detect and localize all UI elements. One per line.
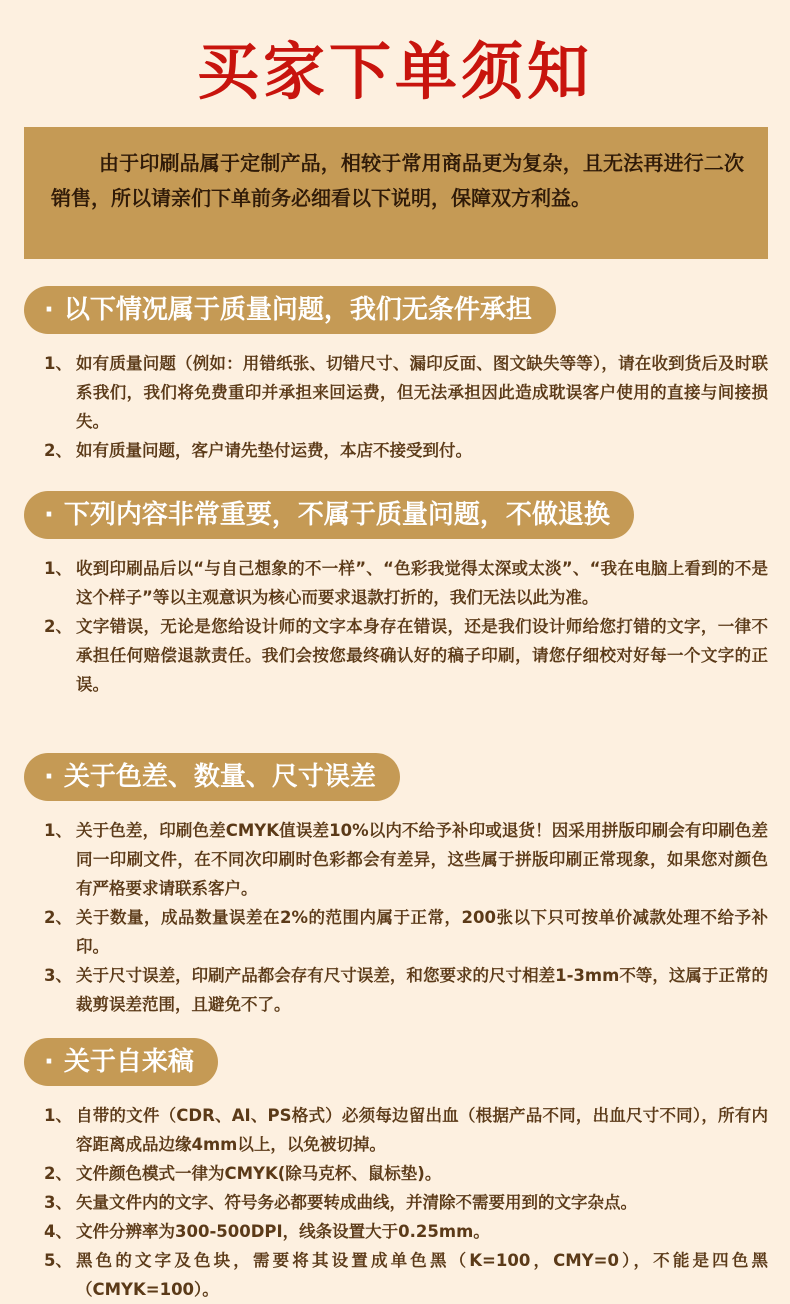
item-text: 收到印刷品后以“与自己想象的不一样”、“色彩我觉得太深或太淡”、“我在电脑上看到的不是这个样子”等以主观意识为核心而要求退款打折的，我们无法以此为准。: [76, 559, 768, 607]
item-text: 关于尺寸误差，印刷产品都会存有尺寸误差，和您要求的尺寸相差1-3mm不等，这属于正常的裁剪误差范围，且避免不了。: [76, 966, 768, 1014]
bullet-dot-icon: ·: [44, 1047, 54, 1077]
list-item: [44, 612, 768, 699]
list-item: [44, 1217, 768, 1246]
item-list: [24, 554, 768, 699]
item-text: 关于色差，印刷色差CMYK值误差10%以内不给予补印或退货！因采用拼版印刷会有印刷色差同一印刷文件，在不同次印刷时色彩都会有差异，这些属于拼版印刷正常现象，如果您对颜色有严格要求请联系客户。: [76, 821, 768, 898]
list-item: [44, 1246, 768, 1304]
item-text: 黑色的文字及色块，需要将其设置成单色黑（K=100，CMY=0），不能是四色黑（CMYK=100）。: [76, 1251, 768, 1299]
section-heading: [24, 491, 634, 539]
list-item: [44, 903, 768, 961]
bullet-dot-icon: ·: [44, 500, 54, 530]
item-list: [24, 349, 768, 465]
item-number: 3、: [44, 1193, 72, 1212]
item-text: 如有质量问题（例如：用错纸张、切错尺寸、漏印反面、图文缺失等等），请在收到货后及时联系我们，我们将免费重印并承担来回运费，但无法承担因此造成耽误客户使用的直接与间接损失。: [76, 354, 768, 431]
item-text: 矢量文件内的文字、符号务必都要转成曲线，并清除不需要用到的文字杂点。: [76, 1193, 637, 1212]
section-heading-text: 关于色差、数量、尺寸误差: [63, 762, 376, 792]
list-item: [44, 349, 768, 436]
item-number: 1、: [44, 559, 72, 578]
page-title: 买家下单须知: [196, 35, 593, 108]
section-heading: [24, 1038, 218, 1086]
item-number: 1、: [44, 354, 72, 373]
item-number: 2、: [44, 1164, 72, 1183]
intro-text: 由于印刷品属于定制产品，相较于常用商品更为复杂，且无法再进行二次销售，所以请亲们下单前务必细看以下说明，保障双方利益。: [51, 151, 744, 210]
list-item: [44, 816, 768, 903]
item-text: 如有质量问题，客户请先垫付运费，本店不接受到付。: [76, 441, 472, 460]
item-text: 文字错误，无论是您给设计师的文字本身存在错误，还是我们设计师给您打错的文字，一律不承担任何赔偿退款责任。我们会按您最终确认好的稿子印刷，请您仔细校对好每一个文字的正误。: [76, 617, 768, 694]
item-text: 自带的文件（CDR、AI、PS格式）必须每边留出血（根据产品不同，出血尺寸不同），所有内容距离成品边缘4mm以上，以免被切掉。: [76, 1106, 768, 1154]
list-item: [44, 961, 768, 1019]
section-heading-text: 关于自来稿: [63, 1047, 194, 1077]
bullet-dot-icon: ·: [44, 295, 54, 325]
intro-box: [24, 127, 768, 259]
list-item: [44, 436, 768, 465]
list-item: [44, 554, 768, 612]
item-number: 3、: [44, 966, 72, 985]
section-heading: [24, 753, 400, 801]
item-number: 2、: [44, 908, 72, 927]
list-item: [44, 1159, 768, 1188]
section-tolerance: [24, 753, 768, 1019]
item-number: 2、: [44, 441, 72, 460]
section-heading-text: 下列内容非常重要，不属于质量问题，不做退换: [63, 500, 610, 530]
item-number: 5、: [44, 1251, 72, 1270]
item-number: 4、: [44, 1222, 72, 1241]
item-list: [24, 1101, 768, 1304]
list-item: [44, 1188, 768, 1217]
list-item: [44, 1101, 768, 1159]
item-text: 文件颜色模式一律为CMYK(除马克杯、鼠标垫)。: [76, 1164, 442, 1183]
item-text: 文件分辨率为300-500DPI，线条设置大于0.25mm。: [76, 1222, 490, 1241]
item-number: 2、: [44, 617, 72, 636]
item-list: [24, 816, 768, 1019]
section-own-artwork: [24, 1038, 768, 1304]
section-no-return: [24, 491, 768, 699]
item-text: 关于数量，成品数量误差在2%的范围内属于正常，200张以下只可按单价减款处理不给予补印。: [76, 908, 768, 956]
item-number: 1、: [44, 1106, 72, 1125]
section-heading: [24, 286, 556, 334]
item-number: 1、: [44, 821, 72, 840]
bullet-dot-icon: ·: [44, 762, 54, 792]
section-quality-issues: [24, 286, 768, 465]
section-heading-text: 以下情况属于质量问题，我们无条件承担: [63, 295, 532, 325]
